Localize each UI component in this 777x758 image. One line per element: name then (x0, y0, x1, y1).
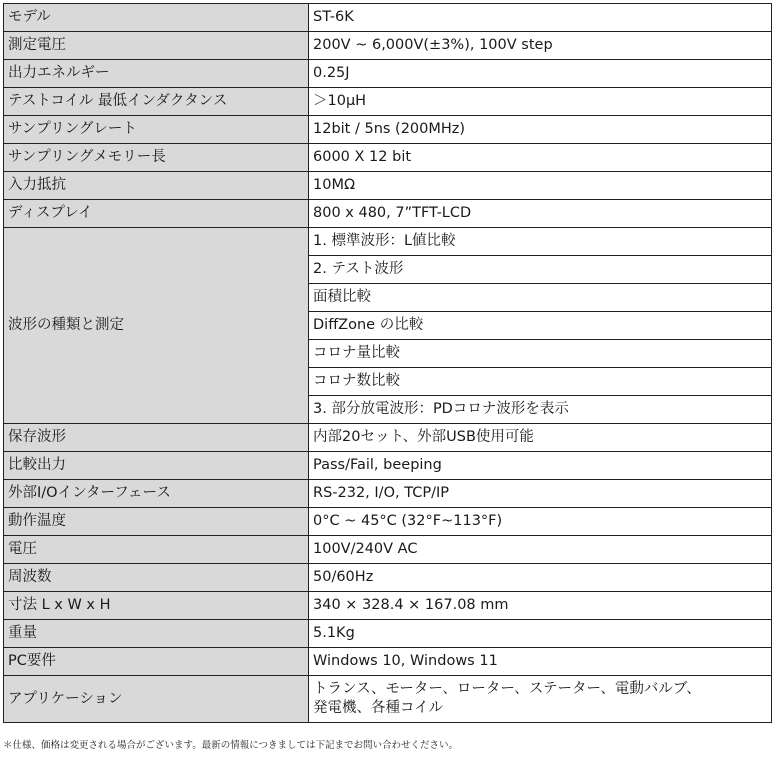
table-row-weight (4, 620, 772, 648)
row-value: コロナ量比較 (309, 340, 772, 368)
row-value: 0°C ~ 45°C (32°F~113°F) (309, 508, 772, 536)
row-label: 電圧 (4, 536, 309, 564)
row-value: Windows 10, Windows 11 (309, 648, 772, 676)
table-row-frequency (4, 564, 772, 592)
row-value: ＞10μH (309, 88, 772, 116)
row-value: 1. 標準波形：L値比較 (309, 228, 772, 256)
row-label: 重量 (4, 620, 309, 648)
row-label: 入力抵抗 (4, 172, 309, 200)
row-value: 面積比較 (309, 284, 772, 312)
row-value: 2. テスト波形 (309, 256, 772, 284)
table-row-display (4, 200, 772, 228)
table-row-min-inductance (4, 88, 772, 116)
application-line-2: 発電機、各種コイル (313, 699, 444, 716)
table-row-sampling-memory (4, 144, 772, 172)
table-row-comparison-output (4, 452, 772, 480)
row-label: 外部I/Oインターフェース (4, 480, 309, 508)
row-label: 周波数 (4, 564, 309, 592)
row-value: コロナ数比較 (309, 368, 772, 396)
table-row-output-energy (4, 60, 772, 88)
row-label: テストコイル 最低インダクタンス (4, 88, 309, 116)
row-label: 測定電圧 (4, 32, 309, 60)
row-value: 50/60Hz (309, 564, 772, 592)
table-row-sampling-rate (4, 116, 772, 144)
table-row-application (4, 676, 772, 723)
application-line-1: トランス、モーター、ローター、ステーター、電動バルブ、 (313, 680, 701, 697)
row-value: 200V ~ 6,000V(±3%), 100V step (309, 32, 772, 60)
row-value: 0.25J (309, 60, 772, 88)
row-value: ST-6K (309, 4, 772, 32)
row-value: 12bit / 5ns (200MHz) (309, 116, 772, 144)
row-label: アプリケーション (4, 676, 309, 723)
row-label: ディスプレイ (4, 200, 309, 228)
row-value: Pass/Fail, beeping (309, 452, 772, 480)
table-row-external-io (4, 480, 772, 508)
row-value-application (309, 676, 772, 723)
table-row-input-resistance (4, 172, 772, 200)
row-value: 5.1Kg (309, 620, 772, 648)
row-value: DiffZone の比較 (309, 312, 772, 340)
row-value: 800 x 480, 7”TFT-LCD (309, 200, 772, 228)
table-row-pc-requirements (4, 648, 772, 676)
row-label: サンプリングレート (4, 116, 309, 144)
row-label: 寸法 L x W x H (4, 592, 309, 620)
row-value: 3. 部分放電波形：PDコロナ波形を表示 (309, 396, 772, 424)
row-label: モデル (4, 4, 309, 32)
row-value: 内部20セット、外部USB使用可能 (309, 424, 772, 452)
row-label: サンプリングメモリー長 (4, 144, 309, 172)
row-value: 340 × 328.4 × 167.08 mm (309, 592, 772, 620)
row-value: 100V/240V AC (309, 536, 772, 564)
table-row-operating-temperature (4, 508, 772, 536)
table-row-dimensions (4, 592, 772, 620)
spec-table (3, 3, 772, 723)
row-label: 動作温度 (4, 508, 309, 536)
row-value: 6000 X 12 bit (309, 144, 772, 172)
row-label-waveform-types: 波形の種類と測定 (4, 228, 309, 424)
disclaimer-footnote: ＊仕様、価格は変更される場合がございます。最新の情報につきましては下記までお問い合わせください。 (3, 740, 459, 751)
row-value: RS-232, I/O, TCP/IP (309, 480, 772, 508)
table-row-saved-waveforms (4, 424, 772, 452)
row-value: 10MΩ (309, 172, 772, 200)
table-row-measurement-voltage (4, 32, 772, 60)
table-row-waveform-1 (4, 228, 772, 256)
row-label: PC要件 (4, 648, 309, 676)
table-row-model (4, 4, 772, 32)
row-label: 比較出力 (4, 452, 309, 480)
row-label: 出力エネルギー (4, 60, 309, 88)
table-row-voltage (4, 536, 772, 564)
row-label: 保存波形 (4, 424, 309, 452)
